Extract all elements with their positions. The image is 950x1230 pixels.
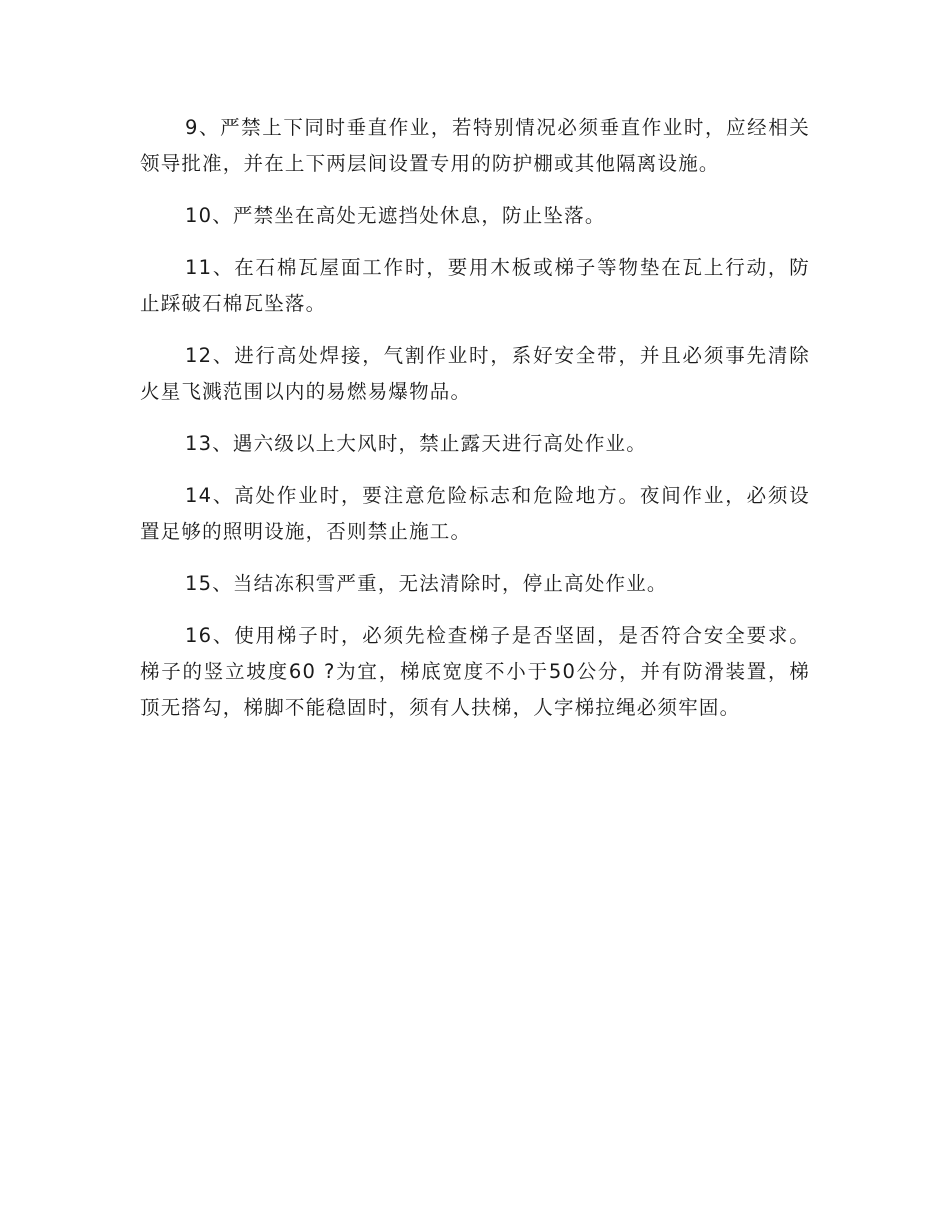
paragraph-item-16: 16、使用梯子时，必须先检查梯子是否坚固，是否符合安全要求。梯子的竖立坡度60 ?为宜，梯底宽度不小于50公分，并有防滑装置，梯顶无搭勾，梯脚不能稳固时，须有人扶梯，人字梯拉绳必须牢固。 [140,624,810,719]
paragraph-item-14: 14、高处作业时，要注意危险标志和危险地方。夜间作业，必须设置足够的照明设施，否则禁止施工。 [140,484,810,543]
paragraph-item-13: 13、遇六级以上大风时，禁止露天进行高处作业。 [185,432,647,455]
paragraph-item-11: 11、在石棉瓦屋面工作时，要用木板或梯子等物垫在瓦上行动，防止踩破石棉瓦坠落。 [140,256,810,315]
paragraph-item-15: 15、当结冻积雪严重，无法清除时，停止高处作业。 [185,572,668,595]
paragraph-item-10: 10、严禁坐在高处无遮挡处休息，防止坠落。 [185,204,606,227]
document-body [140,110,810,742]
paragraph-item-9: 9、严禁上下同时垂直作业，若特别情况必须垂直作业时，应经相关领导批准，并在上下两层间设置专用的防护棚或其他隔离设施。 [140,116,810,175]
paragraph-item-12: 12、进行高处焊接，气割作业时，系好安全带，并且必须事先清除火星飞溅范围以内的易燃易爆物品。 [140,344,810,403]
